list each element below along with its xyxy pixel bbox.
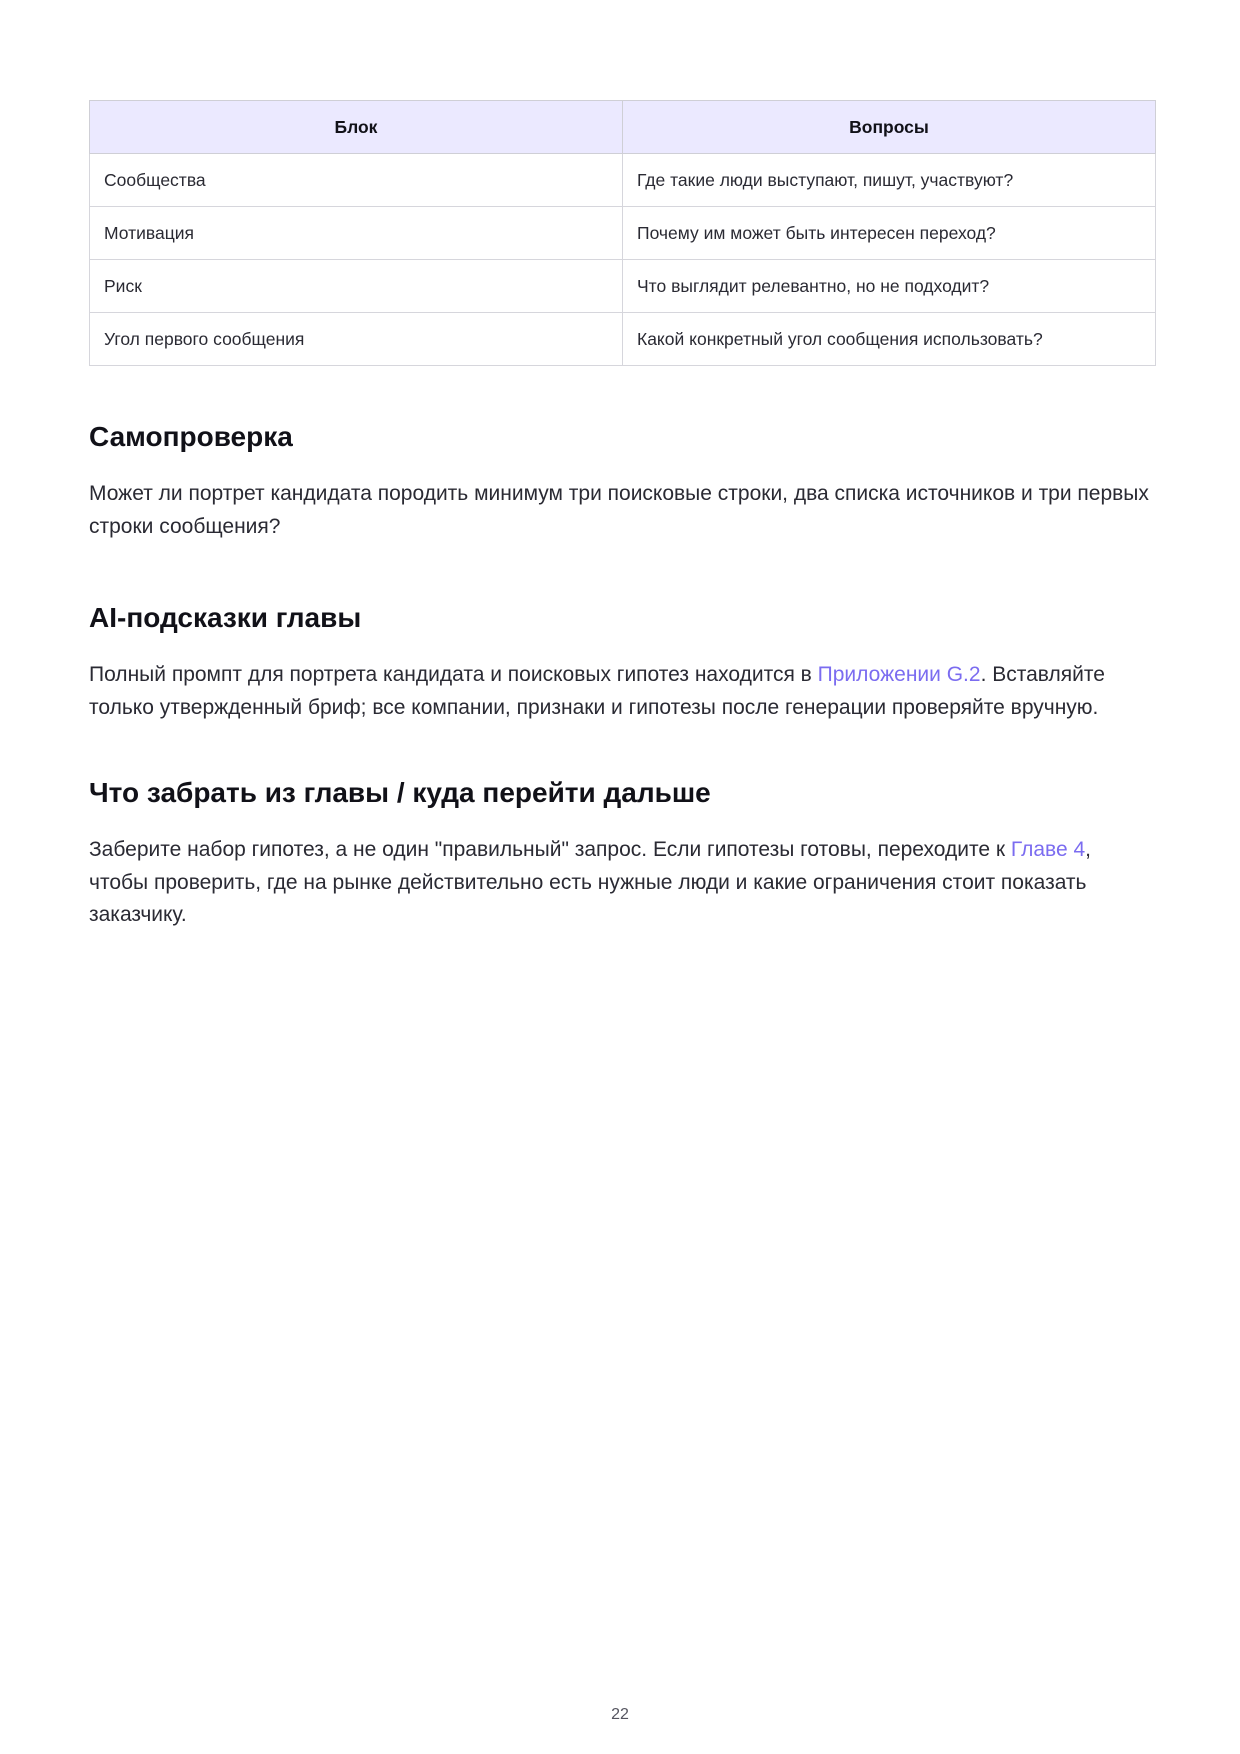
table-header-row: [90, 101, 1156, 154]
appendix-g2-link[interactable]: Приложении G.2: [817, 663, 981, 686]
chapter-4-link[interactable]: Главе 4: [1010, 838, 1086, 861]
table-cell-block: Мотивация: [90, 207, 623, 260]
document-page: [89, 100, 1155, 932]
page-number: 22: [611, 1706, 629, 1723]
self-check-text: Может ли портрет кандидата породить минимум три поисковые строки, два списка источников и три первых строки сообщения?: [89, 482, 1149, 538]
ai-hints-heading: AI-подсказки главы: [89, 602, 362, 633]
table-cell-question: Где такие люди выступают, пишут, участвуют?: [623, 154, 1156, 207]
takeaway-text: [89, 834, 1155, 932]
table-row: [90, 260, 1156, 313]
table-header-questions: Вопросы: [623, 101, 1156, 154]
takeaway-text-after: , чтобы проверить, где на рынке действительно есть нужные люди и какие ограничения стоит показать заказчику.: [89, 838, 1092, 926]
takeaway-text-before: Заберите набор гипотез, а не один "правильный" запрос. Если гипотезы готовы, переходите к: [89, 838, 1011, 861]
table-cell-question: Что выглядит релевантно, но не подходит?: [623, 260, 1156, 313]
ai-hints-text: [89, 659, 1155, 724]
blocks-table: [89, 100, 1156, 366]
table-cell-block: Сообщества: [90, 154, 623, 207]
table-row: [90, 207, 1156, 260]
self-check-heading: Самопроверка: [89, 421, 293, 452]
table-cell-question: Почему им может быть интересен переход?: [623, 207, 1156, 260]
ai-hints-text-before: Полный промпт для портрета кандидата и поисковых гипотез находится в: [89, 663, 818, 686]
table-row: [90, 154, 1156, 207]
table-cell-question: Какой конкретный угол сообщения использовать?: [623, 313, 1156, 366]
table-cell-block: Угол первого сообщения: [90, 313, 623, 366]
table-row: [90, 313, 1156, 366]
ai-hints-text-after: . Вставляйте только утвержденный бриф; все компании, признаки и гипотезы после генерации проверяйте вручную.: [89, 663, 1105, 719]
table-header-block: Блок: [90, 101, 623, 154]
takeaway-heading: Что забрать из главы / куда перейти дальше: [89, 777, 711, 808]
table-cell-block: Риск: [90, 260, 623, 313]
